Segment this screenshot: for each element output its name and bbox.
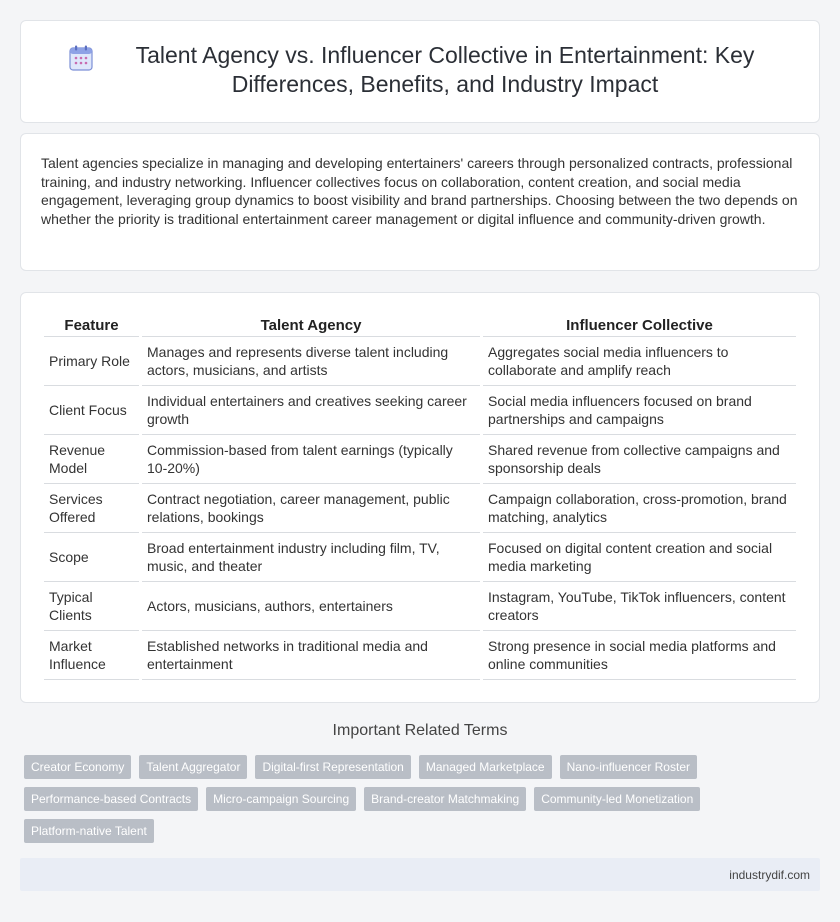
column-header-talent-agency: Talent Agency xyxy=(142,315,480,337)
table-row xyxy=(44,533,796,582)
related-terms-tags xyxy=(24,755,724,851)
table-row xyxy=(44,386,796,435)
related-term-tag[interactable]: Talent Aggregator xyxy=(139,755,247,779)
table-row xyxy=(44,631,796,680)
talent-agency-cell: Contract negotiation, career management, public relations, bookings xyxy=(142,484,480,533)
comparison-table-card xyxy=(20,292,820,703)
related-term-tag[interactable]: Managed Marketplace xyxy=(419,755,552,779)
talent-agency-cell: Actors, musicians, authors, entertainers xyxy=(142,582,480,631)
table-row xyxy=(44,484,796,533)
influencer-collective-cell: Focused on digital content creation and social media marketing xyxy=(483,533,796,582)
related-term-tag[interactable]: Creator Economy xyxy=(24,755,131,779)
feature-cell: Typical Clients xyxy=(44,582,139,631)
feature-cell: Revenue Model xyxy=(44,435,139,484)
footer xyxy=(20,858,820,891)
talent-agency-cell: Commission-based from talent earnings (typically 10-20%) xyxy=(142,435,480,484)
feature-cell: Primary Role xyxy=(44,337,139,386)
related-term-tag[interactable]: Nano-influencer Roster xyxy=(560,755,697,779)
table-row xyxy=(44,435,796,484)
talent-agency-cell: Broad entertainment industry including film, TV, music, and theater xyxy=(142,533,480,582)
influencer-collective-cell: Shared revenue from collective campaigns and sponsorship deals xyxy=(483,435,796,484)
feature-cell: Market Influence xyxy=(44,631,139,680)
talent-agency-cell: Established networks in traditional media and entertainment xyxy=(142,631,480,680)
talent-agency-cell: Manages and represents diverse talent including actors, musicians, and artists xyxy=(142,337,480,386)
feature-cell: Client Focus xyxy=(44,386,139,435)
talent-agency-cell: Individual entertainers and creatives seeking career growth xyxy=(142,386,480,435)
footer-site-name: industrydif.com xyxy=(729,868,810,882)
table-row xyxy=(44,337,796,386)
related-term-tag[interactable]: Community-led Monetization xyxy=(534,787,700,811)
comparison-table xyxy=(41,315,799,680)
table-header-row xyxy=(44,315,796,337)
influencer-collective-cell: Campaign collaboration, cross-promotion, brand matching, analytics xyxy=(483,484,796,533)
feature-cell: Scope xyxy=(44,533,139,582)
page-title: Talent Agency vs. Influencer Collective in Entertainment: Key Differences, Benefits, and Industry Impact xyxy=(135,42,755,97)
feature-cell: Services Offered xyxy=(44,484,139,533)
related-terms-heading: Important Related Terms xyxy=(332,722,508,739)
related-term-tag[interactable]: Performance-based Contracts xyxy=(24,787,198,811)
intro-card xyxy=(20,133,820,271)
influencer-collective-cell: Instagram, YouTube, TikTok influencers, content creators xyxy=(483,582,796,631)
related-term-tag[interactable]: Brand-creator Matchmaking xyxy=(364,787,526,811)
influencer-collective-cell: Social media influencers focused on brand partnerships and campaigns xyxy=(483,386,796,435)
related-term-tag[interactable]: Micro-campaign Sourcing xyxy=(206,787,356,811)
column-header-influencer-collective: Influencer Collective xyxy=(483,315,796,337)
header-card xyxy=(20,20,820,123)
influencer-collective-cell: Aggregates social media influencers to collaborate and amplify reach xyxy=(483,337,796,386)
column-header-feature: Feature xyxy=(44,315,139,337)
related-term-tag[interactable]: Platform-native Talent xyxy=(24,819,154,843)
influencer-collective-cell: Strong presence in social media platforms and online communities xyxy=(483,631,796,680)
related-term-tag[interactable]: Digital-first Representation xyxy=(255,755,410,779)
intro-paragraph: Talent agencies specialize in managing and developing entertainers' careers through personalized contracts, professional training, and industry networking. Influencer collectives focus on collaboration, content creation, and social media engagement, leveraging group dynamics to boost visibility and brand partnerships. Choosing between the two depends on whether the priority is traditional entertainment career management or digital influence and community-driven growth. xyxy=(41,155,798,227)
table-row xyxy=(44,582,796,631)
